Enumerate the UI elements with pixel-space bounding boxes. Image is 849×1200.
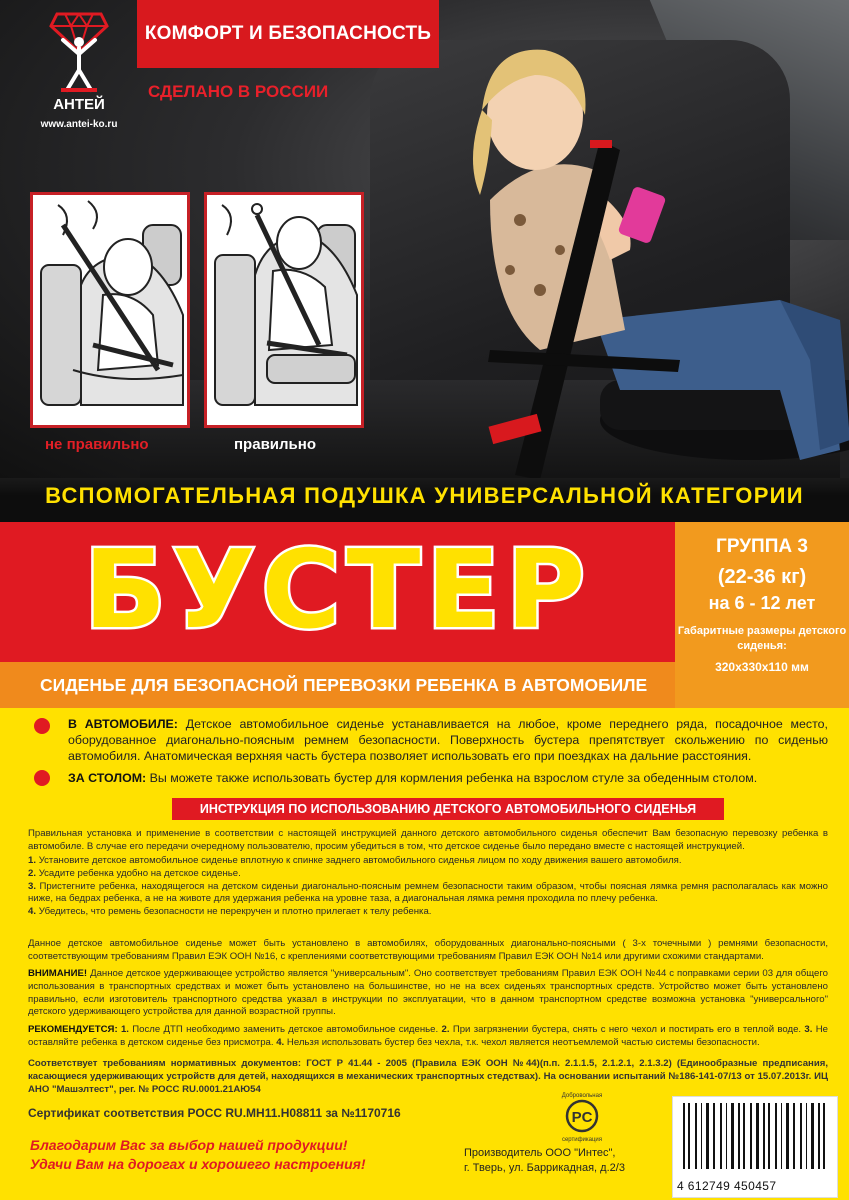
instruction-intro: Правильная установка и применение в соответствии с настоящей инструкцией данного детского автомобильного сиденья обеспечит Вам безопасную перевозку ребенка в автомобиле. В случае его передачи очередному пользователю, просим убедиться в том, что детское сиденье было передано вместе с настоящей инструкцией. (28, 828, 828, 852)
subtitle: СИДЕНЬЕ ДЛЯ БЕЗОПАСНОЙ ПЕРЕВОЗКИ РЕБЕНКА В АВТОМОБИЛЕ (0, 662, 675, 708)
diagram-wrong (30, 192, 190, 428)
pct-top-text: Добровольная (561, 1093, 603, 1099)
headline: ВСПОМОГАТЕЛЬНАЯ ПОДУШКА УНИВЕРСАЛЬНОЙ КАТЕГОРИИ (0, 478, 849, 522)
hero-photo (0, 0, 849, 478)
brand-url: www.antei-ko.ru (40, 119, 118, 130)
usage-car-text: Детское автомобильное сиденье устанавливается на любое, кроме переднего ряда, посадочное место, оборудованное диагонально-поясным ремнем безопасности. Поверхность бустера препятствует скольжению по сиденью автомобиля. Анатомическая верхняя часть бустера позволяет использовать его при поездках на дальние расстояния. (68, 717, 828, 763)
usage-table-title: ЗА СТОЛОМ: (68, 771, 147, 785)
barcode-bar (823, 1103, 825, 1169)
barcode-bar (743, 1103, 745, 1169)
certification-mark-icon (552, 1088, 612, 1144)
instruction-title: ИНСТРУКЦИЯ ПО ИСПОЛЬЗОВАНИЮ ДЕТСКОГО АВТОМОБИЛЬНОГО СИДЕНЬЯ (172, 798, 724, 820)
barcode-bar (706, 1103, 709, 1169)
product-name: БУСТЕР (83, 528, 592, 653)
usage-car (68, 716, 828, 764)
recommend-title: РЕКОМЕНДУЕТСЯ: (28, 1024, 118, 1035)
antei-logo (24, 12, 134, 137)
barcode-bar (683, 1103, 685, 1169)
made-in-label: СДЕЛАНО В РОССИИ (148, 82, 329, 101)
attention-block (28, 968, 828, 1019)
barcode (672, 1096, 838, 1198)
bullet-dot-table (34, 770, 50, 786)
step-item: 1. Установите детское автомобильное сиденье вплотную к спинке заднего автомобильного сиденья лицом по ходу движения вашего автомобиля. (28, 855, 682, 866)
bullet-dot-car (34, 718, 50, 734)
diagram-right (204, 192, 364, 428)
barcode-bar (688, 1103, 690, 1169)
barcode-digits: 4 612749 450457 (677, 1179, 777, 1193)
certificate: Сертификат соответствия РОСС RU.МН11.Н08811 за №1170716 (28, 1106, 401, 1120)
dimensions-value: 320x330x110 мм (715, 660, 809, 674)
usage-car-title: В АВТОМОБИЛЕ: (68, 717, 178, 731)
brand-name: АНТЕЙ (53, 96, 105, 113)
barcode-bar (731, 1103, 734, 1169)
antei-diamond-icon (49, 12, 109, 94)
barcode-bar (738, 1103, 740, 1169)
barcode-bar (811, 1103, 814, 1169)
barcode-bar (763, 1103, 765, 1169)
slogan-box (137, 0, 439, 68)
barcode-bar (750, 1103, 752, 1169)
instructions-panel (0, 708, 849, 1200)
wrong-label: не правильно (45, 436, 149, 453)
barcode-bar (800, 1103, 802, 1169)
barcode-bar (818, 1103, 820, 1169)
slogan-text: КОМФОРТ И БЕЗОПАСНОСТЬ (144, 23, 432, 44)
pct-letters: PC (571, 1109, 593, 1126)
correct-belt-illustration (207, 195, 361, 425)
manufacturer-line-2: г. Тверь, ул. Баррикадная, д.2/3 (464, 1162, 625, 1174)
barcode-bar (781, 1103, 782, 1169)
instruction-steps (28, 855, 828, 919)
wrong-belt-illustration (33, 195, 187, 425)
standards-text: Соответствует требованиям нормативных документов: ГОСТ Р 41.44 - 2005 (Правила ЕЭК ООН №44)(п.п. 2.1.1.5, 2.1.2.1, 2.1.3.2) (Единообразные предписания, касающиеся удерживающих устройств для детей, находящихся в механических транспортных стедствах). На основании испытаний №186-141-07/13 от 15.07.2013г. ИЦ АНО "Машэлтест", рег. № РОСС RU.0001.21АЮ54 (28, 1058, 828, 1095)
barcode-bar (756, 1103, 759, 1169)
step-item: 2. Усадите ребенка удобно на детское сиденье. (28, 867, 241, 879)
barcode-bar (806, 1103, 807, 1169)
usage-table (68, 770, 828, 786)
barcode-bar (720, 1103, 722, 1169)
barcode-bar (793, 1103, 795, 1169)
child-on-booster-photo (420, 20, 849, 478)
group-label: ГРУППА 3 (716, 536, 808, 557)
age-range: на 6 - 12 лет (708, 593, 816, 613)
barcode-bar (726, 1103, 727, 1169)
right-label: правильно (234, 436, 316, 453)
barcode-bar (775, 1103, 777, 1169)
recommend-block: РЕКОМЕНДУЕТСЯ: 1. После ДТП необходимо заменить детское автомобильное сиденье. 2. При загрязнении бустера, снять с него чехол и постирать его в теплой воде. 3. Не оставляйте ребенка в детском сиденье без присмотра. 4. Нельзя использовать бустер без чехла, т.к. чехол является неотъемлемой частью системы безопасности. (28, 1024, 828, 1048)
attention-title: ВНИМАНИЕ! (28, 968, 88, 979)
barcode-bar (695, 1103, 697, 1169)
barcode-bar (786, 1103, 789, 1169)
barcode-bar (768, 1103, 770, 1169)
thanks-line-2: Удачи Вам на дорогах и хорошего настроения! (30, 1156, 366, 1172)
dimensions-label: Габаритные размеры детского сиденья: (677, 625, 847, 652)
weight-range: (22-36 кг) (717, 566, 807, 588)
barcode-bars-icon (673, 1097, 839, 1175)
install-text: Данное детское автомобильное сиденье может быть установлено в автомобилях, оборудованных диагонально-поясными ( 3-х точечными ) ремнями безопасности, соответствующим требованиям Правил ЕЭК ООН №16, с креплениями соответствующими требованиям Правил ЕЭК ООН №14 или другими схожими стандартами. (28, 938, 828, 962)
group-info-box (675, 522, 849, 708)
thanks-line-1: Благодарим Вас за выбор нашей продукции! (30, 1137, 348, 1153)
product-name-band (0, 522, 675, 662)
step-item: 4. Убедитесь, что ремень безопасности не перекручен и плотно прилегает к телу ребенка. (28, 906, 432, 918)
usage-table-text: Вы можете также использовать бустер для кормления ребенка на взрослом стуле за обеденным столом. (149, 771, 758, 785)
manufacturer (464, 1146, 625, 1176)
barcode-bar (701, 1103, 702, 1169)
barcode-bar (713, 1103, 715, 1169)
attention-text: Данное детское удерживающее устройство является "универсальным". Оно соответствует требованиям Правил ЕЭК ООН №44 с поправками серии 03 для общего использования в транспортных средствах и может быть установлено на большинстве, но не на всех сиденьях транспортных средств. Устройство может быть установлено правильно, если изготовитель транспортного средства указал в инструкции по эксплуатации, что в данном транспортном средстве возможна установка "универсального" детского удерживающего устройства для данной возрастной группы. (28, 968, 828, 1018)
manufacturer-line-1: Производитель ООО "Интес", (464, 1147, 616, 1159)
pct-bottom-text: сертификация (561, 1137, 603, 1143)
thanks-message (30, 1136, 366, 1174)
step-item: 3. Пристегните ребенка, находящегося на детском сиденьи диагонально-поясным ремнем безопасности таким образом, чтобы поясная лямка ремня располагалась как можно ниже, на бедрах ребенка, а не на животе для удержания ребенка на уровне таза, а диагональная лямка ремня проходила по плечу ребенка. (28, 880, 828, 905)
